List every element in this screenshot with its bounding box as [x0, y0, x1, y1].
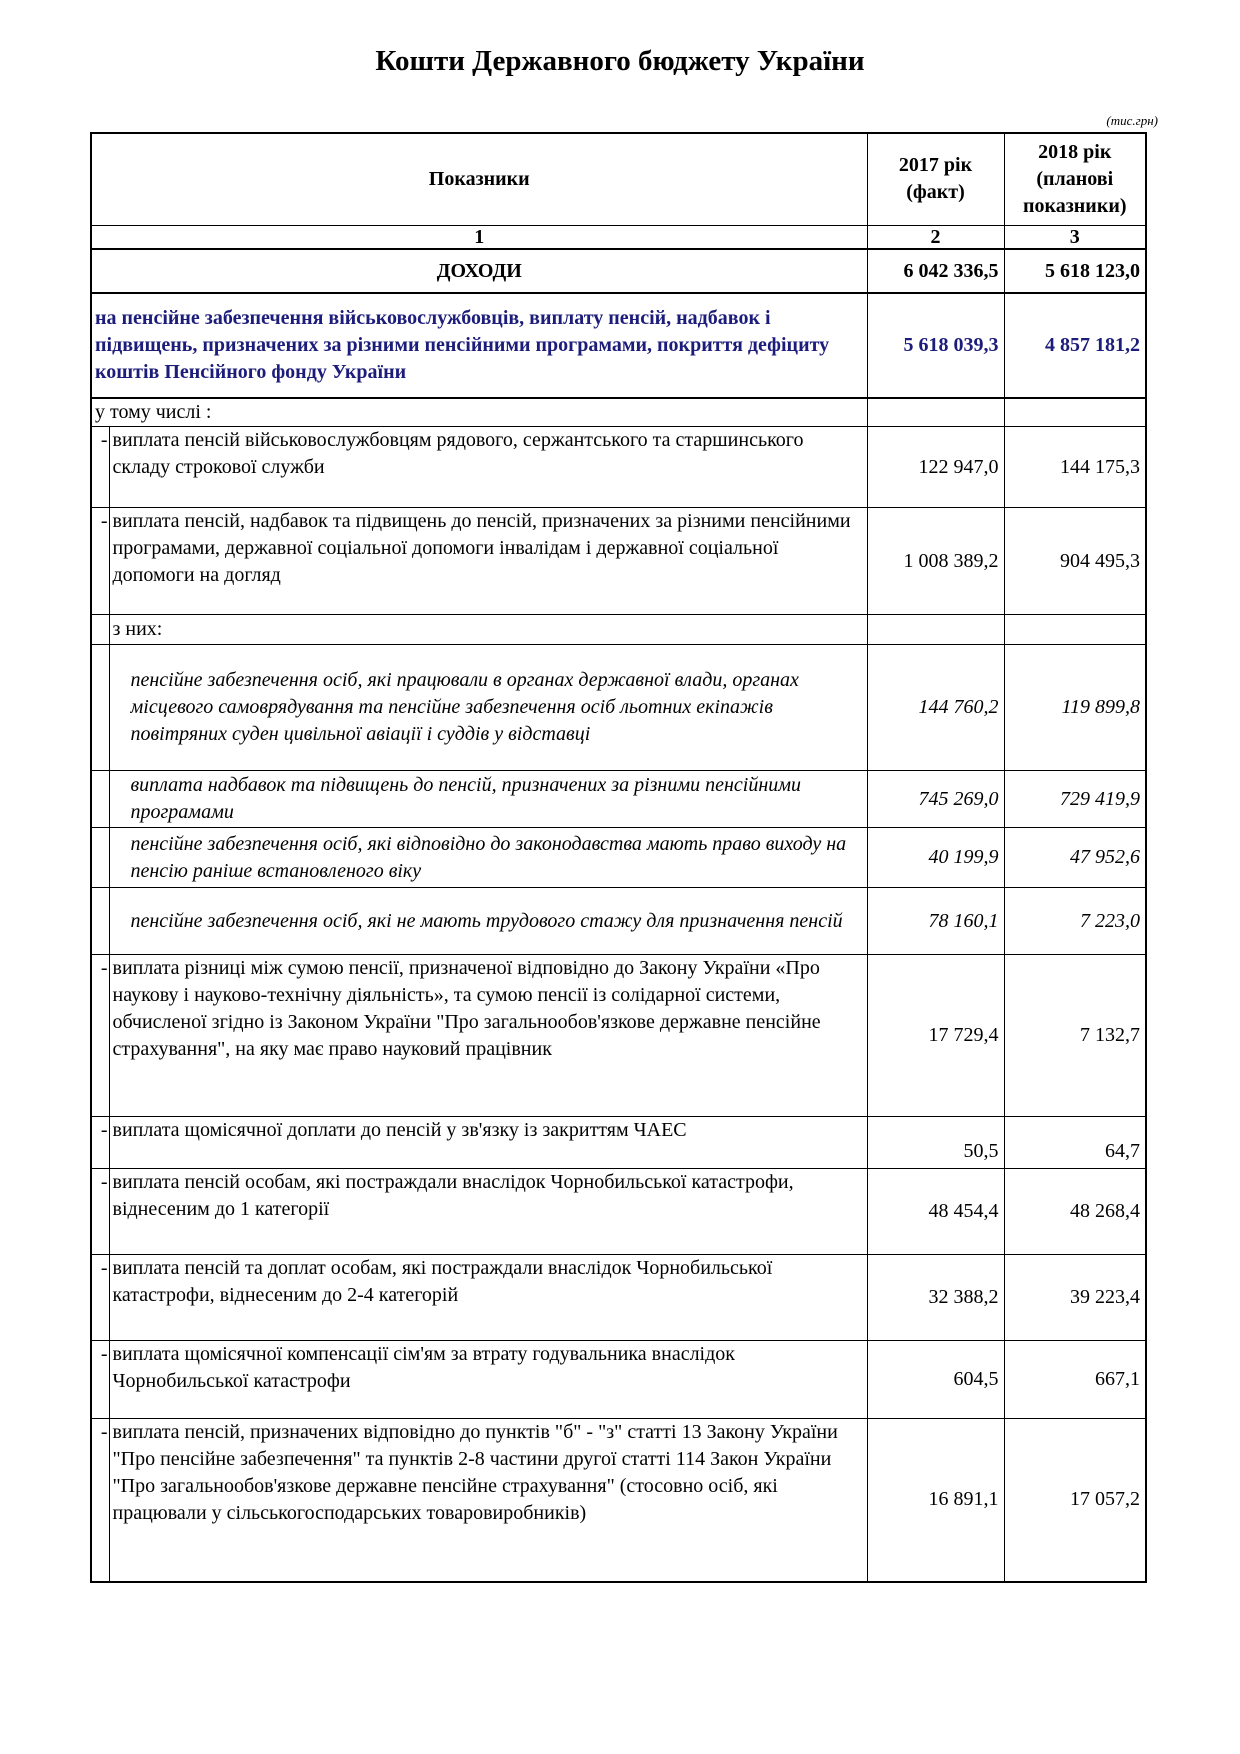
row-label: виплата пенсій та доплат особам, які постраждали внаслідок Чорнобильської катастрофи, віднесеним до 2-4 категорій [109, 1255, 867, 1341]
of-them-label: з них: [109, 615, 867, 645]
pension-2017: 5 618 039,3 [867, 293, 1004, 398]
row-label: пенсійне забезпечення осіб, які не мають трудового стажу для призначення пенсій [109, 888, 867, 955]
page-title: Кошти Державного бюджету України [375, 45, 865, 77]
header-2017: 2017 рік (факт) [867, 133, 1004, 225]
table-row [91, 771, 1146, 828]
income-label: ДОХОДИ [91, 249, 867, 293]
pension-row [91, 293, 1146, 398]
row-2018: 47 952,6 [1004, 828, 1146, 888]
table-row [91, 828, 1146, 888]
row-label: виплата пенсій особам, які постраждали внаслідок Чорнобильської катастрофи, віднесеним до 1 категорії [109, 1169, 867, 1255]
including-label: у тому числі : [91, 398, 867, 427]
row-2017: 745 269,0 [867, 771, 1004, 828]
row-2017: 144 760,2 [867, 645, 1004, 771]
including-row [91, 398, 1146, 427]
row-dash: - [91, 427, 109, 508]
of-them-row [91, 615, 1146, 645]
row-dash: - [91, 1255, 109, 1341]
row-2018: 667,1 [1004, 1341, 1146, 1419]
row-2018: 7 132,7 [1004, 955, 1146, 1117]
header-num-1: 1 [91, 225, 867, 249]
row-2017: 1 008 389,2 [867, 508, 1004, 615]
row-label: виплата щомісячної компенсації сім'ям за втрату годувальника внаслідок Чорнобильської катастрофи [109, 1341, 867, 1419]
row-label: виплата пенсій військовослужбовцям рядового, сержантського та старшинського складу строкової служби [109, 427, 867, 508]
header-indicators: Показники [91, 133, 867, 225]
row-2018: 144 175,3 [1004, 427, 1146, 508]
row-label: пенсійне забезпечення осіб, які відповідно до законодавства мають право виходу на пенсію раніше встановленого віку [109, 828, 867, 888]
row-dash: - [91, 508, 109, 615]
row-2017: 78 160,1 [867, 888, 1004, 955]
row-2017: 17 729,4 [867, 955, 1004, 1117]
table-row [91, 1169, 1146, 1255]
header-row [91, 133, 1146, 225]
row-dash: - [91, 1117, 109, 1169]
row-label: виплата пенсій, надбавок та підвищень до пенсій, призначених за різними пенсійними програмами, державної соціальної допомоги інвалідам і державної соціальної допомоги на догляд [109, 508, 867, 615]
table-row [91, 1341, 1146, 1419]
row-dash: - [91, 955, 109, 1117]
pension-2018: 4 857 181,2 [1004, 293, 1146, 398]
header-number-row [91, 225, 1146, 249]
row-2018: 39 223,4 [1004, 1255, 1146, 1341]
pension-label: на пенсійне забезпечення військовослужбовців, виплату пенсій, надбавок і підвищень, призначених за різними пенсійними програмами, покриття дефіциту коштів Пенсійного фонду України [91, 293, 867, 398]
income-2017: 6 042 336,5 [867, 249, 1004, 293]
budget-table [90, 132, 1147, 1583]
row-2017: 32 388,2 [867, 1255, 1004, 1341]
row-dash: - [91, 1341, 109, 1419]
table-row [91, 1419, 1146, 1582]
table-row [91, 1255, 1146, 1341]
row-2017: 48 454,4 [867, 1169, 1004, 1255]
header-num-2: 2 [867, 225, 1004, 249]
income-2018: 5 618 123,0 [1004, 249, 1146, 293]
row-2018: 119 899,8 [1004, 645, 1146, 771]
income-row [91, 249, 1146, 293]
unit-label: (тис.грн) [1106, 113, 1158, 128]
row-2017: 604,5 [867, 1341, 1004, 1419]
row-2017: 122 947,0 [867, 427, 1004, 508]
header-num-3: 3 [1004, 225, 1146, 249]
row-dash: - [91, 1419, 109, 1582]
row-dash: - [91, 1169, 109, 1255]
table-row [91, 427, 1146, 508]
row-2018: 729 419,9 [1004, 771, 1146, 828]
row-label: виплата надбавок та підвищень до пенсій, призначених за різними пенсійними програмами [109, 771, 867, 828]
table-row [91, 888, 1146, 955]
row-2017: 50,5 [867, 1117, 1004, 1169]
row-label: виплата щомісячної доплати до пенсій у зв'язку із закриттям ЧАЕС [109, 1117, 867, 1169]
row-2018: 17 057,2 [1004, 1419, 1146, 1582]
table-row [91, 955, 1146, 1117]
row-2018: 7 223,0 [1004, 888, 1146, 955]
row-2017: 40 199,9 [867, 828, 1004, 888]
row-label: пенсійне забезпечення осіб, які працювали в органах державної влади, органах місцевого самоврядування та пенсійне забезпечення осіб льотних екіпажів повітряних суден цивільної авіації і суддів у відставці [109, 645, 867, 771]
row-2018: 904 495,3 [1004, 508, 1146, 615]
table-row [91, 508, 1146, 615]
row-2018: 48 268,4 [1004, 1169, 1146, 1255]
row-2018: 64,7 [1004, 1117, 1146, 1169]
row-label: виплата різниці між сумою пенсії, призначеної відповідно до Закону України «Про наукову і науково-технічну діяльність», та сумою пенсії із солідарної системи, обчисленої згідно із Законом України "Про загальнообов'язкове державне пенсійне страхування", на яку має право науковий працівник [109, 955, 867, 1117]
table-row [91, 1117, 1146, 1169]
header-2018: 2018 рік (планові показники) [1004, 133, 1146, 225]
table-row [91, 645, 1146, 771]
row-2017: 16 891,1 [867, 1419, 1004, 1582]
row-label: виплата пенсій, призначених відповідно до пунктів "б" - "з" статті 13 Закону України "Про пенсійне забезпечення" та пунктів 2-8 частини другої статті 114 Закон України "Про загальнообов'язкове державне пенсійне страхування" (стосовно осіб, які працювали у сільськогосподарських товаровиробників) [109, 1419, 867, 1582]
